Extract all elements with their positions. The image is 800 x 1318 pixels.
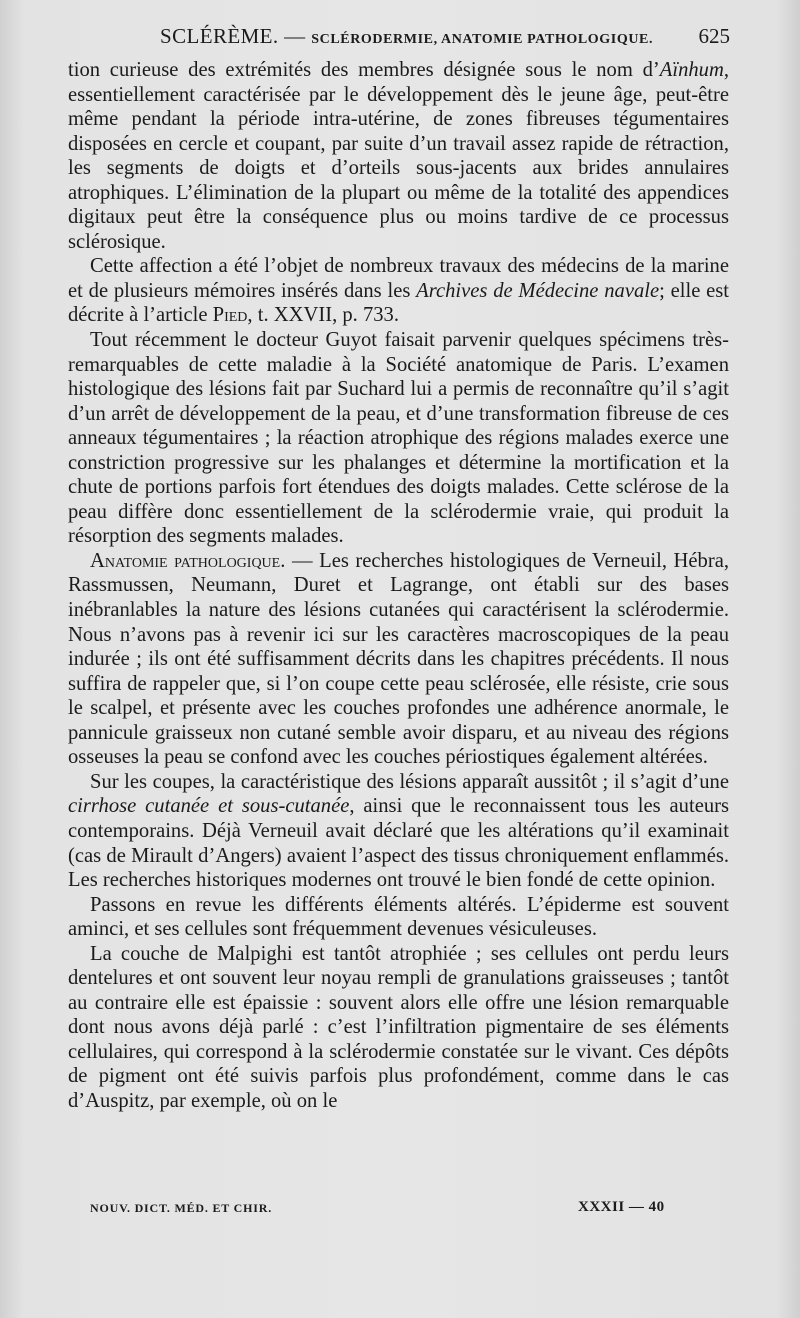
- paragraph-6: Passons en revue les différents éléments altérés. L’épiderme est souvent aminci, et ses cellules sont fréquemment devenues vésiculeuses.: [68, 893, 729, 941]
- title-subtitle: SCLÉRODERMIE, ANATOMIE PATHOLOGIQUE.: [311, 32, 654, 47]
- italic-journal-title: Archives de Médecine navale: [416, 279, 660, 302]
- text-run: Sur les coupes, la caractéristique des lésions apparaît aussitôt ; il s’agit d’une: [90, 770, 729, 793]
- text-run: , t. XXVII, p. 733.: [247, 304, 399, 327]
- page-number: 625: [698, 24, 730, 48]
- footer-volume-signature: XXXII — 40: [578, 1199, 665, 1215]
- paragraph-4: [68, 549, 729, 770]
- text-run: . — Les recherches histologiques de Verneuil, Hébra, Rassmussen, Neumann, Duret et Lagrange, ont établi sur des bases inébranlables la nature des lésions cutanées qui caractérisent la sclérodermie. Nous n’avons pas à revenir ici sur les caractères macroscopiques de la peau indurée ; ils ont été suffisamment décrits dans les chapitres précédents. Il nous suffira de rappeler que, si l’on coupe cette peau sclérosée, elle résiste, crie sous le scalpel, et présente avec les couches profondes une adhérence anormale, le pannicule graisseux non cutané semble avoir disparu, et au niveau des régions osseuses la peau se confond avec les couches périostiques également altérées.: [68, 549, 729, 769]
- paragraph-2: [68, 254, 729, 328]
- signature-footer: [68, 1199, 730, 1219]
- paragraph-1: [68, 58, 729, 254]
- text-run: ; elle est décrite à l’article: [68, 279, 730, 327]
- italic-term: cirrhose cutanée et sous-cutanée: [68, 795, 350, 818]
- italic-term: Aïnhum: [659, 59, 724, 81]
- small-caps-reference: Pied: [212, 304, 248, 327]
- paragraph-3: Tout récemment le docteur Guyot faisait parvenir quelques spécimens très-remarquables de cette maladie à la Société anatomique de Paris. L’examen histologique des lésions fait par Suchard lui a permis de reconnaître qu’il s’agit d’un arrêt de développement de la peau, et d’une transformation fibreuse de ces anneaux tégumentaires ; la réaction atrophique des régions malades exerce une constriction progressive sur les phalanges et détermine la mortification et la chute de portions parfois fort étendues des doigts malades. Cette sclérose de la peau diffère donc essentiellement de la sclérodermie vraie, qui produit la résorption des segments malades.: [68, 329, 729, 548]
- footer-publication: NOUV. DICT. MÉD. ET CHIR.: [90, 1201, 273, 1215]
- title-main: SCLÉRÈME. —: [160, 24, 306, 48]
- running-header: [68, 22, 730, 52]
- text-run: Cette affection a été l’objet de nombreux travaux des médecins de la marine et de plusieurs mémoires insérés dans les: [68, 255, 729, 302]
- paragraph-7: La couche de Malpighi est tantôt atrophiée ; ses cellules ont perdu leurs dentelures et ont souvent leur noyau rempli de granulations graisseuses ; tantôt au contraire elle est épaissie : souvent alors elle offre une lésion remarquable dont nous avons déjà parlé : c’est l’infiltration pigmentaire de ses éléments cellulaires, qui correspond à la sclérodermie constatée sur le vivant. Ces dépôts de pigment ont été suivis parfois plus profondément, comme dans le cas d’Auspitz, par exemple, où on le: [68, 942, 729, 1112]
- section-heading: Anatomie pathologique: [90, 549, 281, 572]
- text-run: tion curieuse des extrémités des membres désignée sous le nom d’: [68, 59, 660, 81]
- text-run: , essentiellement caractérisée par le développement dès le jeune âge, peut-être même pendant la période intra-utérine, de zones fibreuses tégumentaires disposées en cercle et coupant, par suite d’un travail assez rapide de rétraction, les segments de doigts et d’orteils sous-jacents aux brides annulaires atrophiques. L’élimination de la plupart ou même de la totalité des appendices digitaux peut être la conséquence plus ou moins tardive de ce processus sclérosique.: [68, 59, 729, 253]
- body-text: [68, 58, 729, 1114]
- text-run: , ainsi que le reconnaissent tous les auteurs contemporains. Déjà Verneuil avait déclaré que les altérations qu’il examinait (cas de Mirault d’Angers) avaient l’aspect des tissus chroniquement enflammés. Les recherches historiques modernes ont trouvé le bien fondé de cette opinion.: [68, 795, 729, 892]
- paragraph-5: [68, 770, 729, 893]
- running-title: [160, 24, 653, 49]
